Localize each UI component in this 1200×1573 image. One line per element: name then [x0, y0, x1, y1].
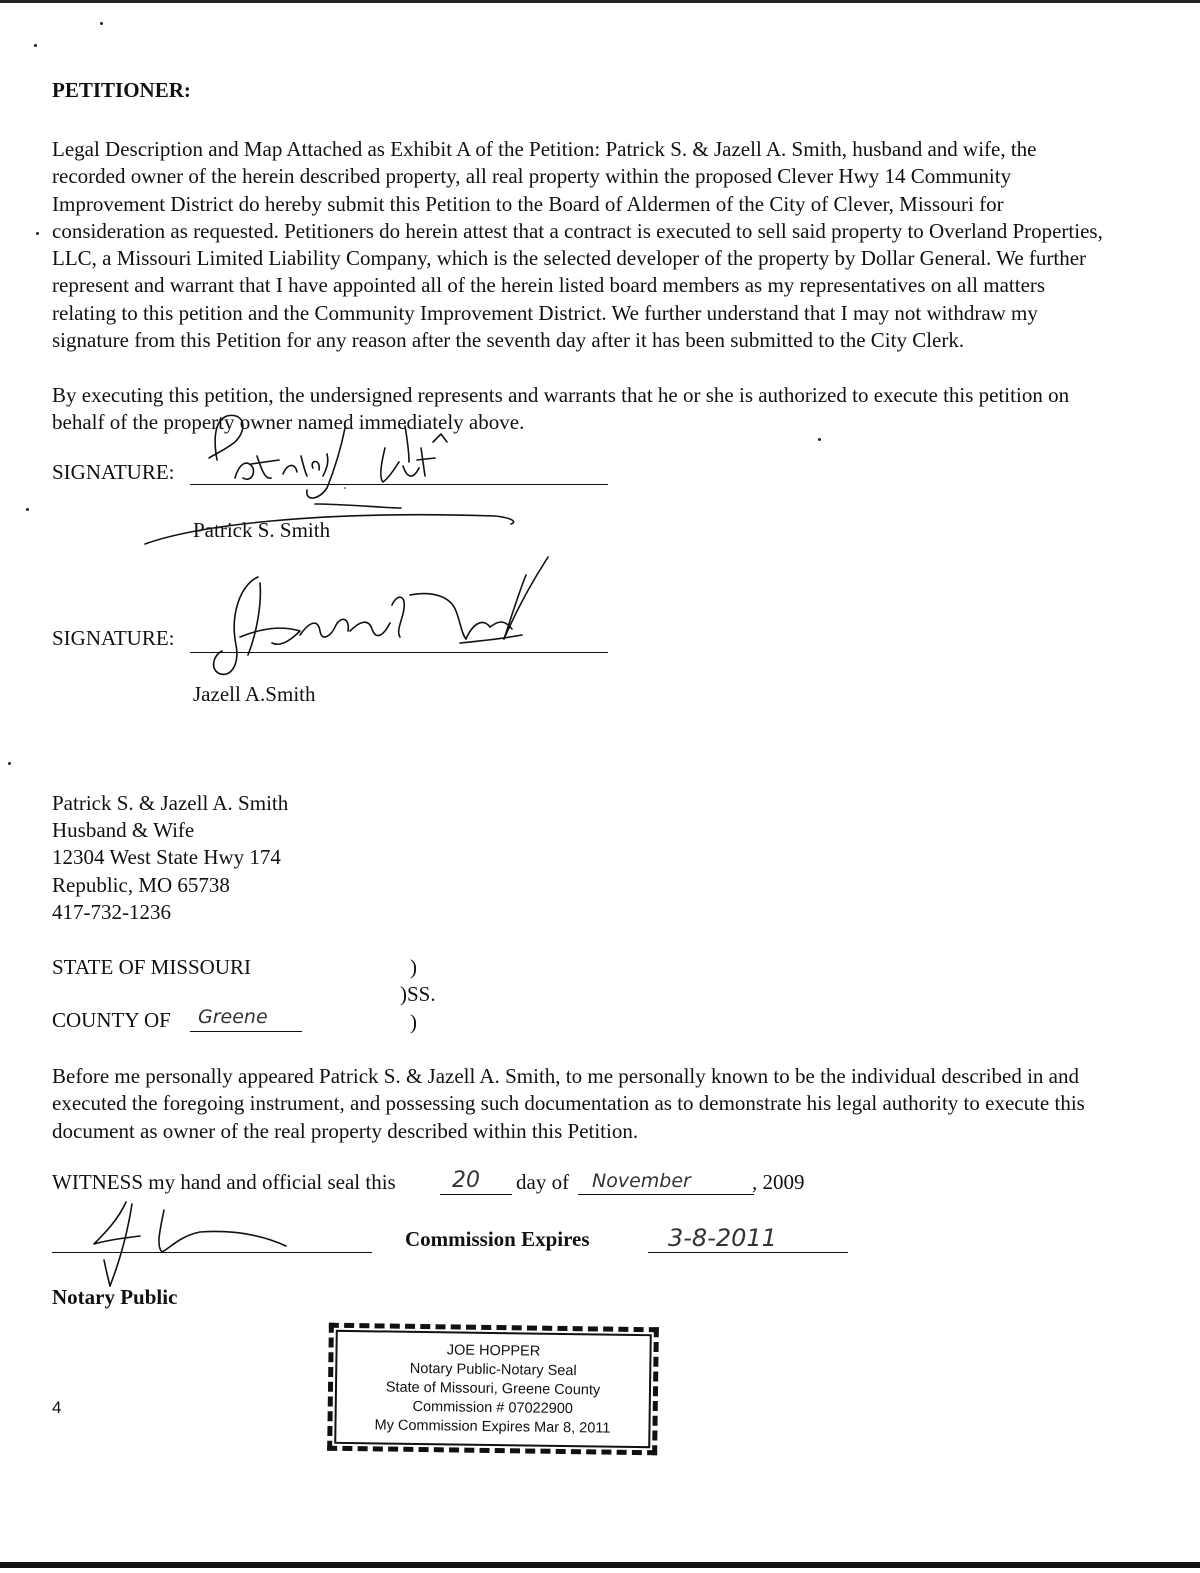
seal-line-name: JOE HOPPER	[446, 1342, 541, 1360]
seal-line-title: Notary Public-Notary Seal	[409, 1360, 577, 1380]
commission-date-line	[648, 1252, 848, 1253]
notary-seal-stamp	[327, 1323, 659, 1456]
venue-ss: )SS.	[400, 982, 436, 1006]
commission-expires-label: Commission Expires	[405, 1227, 590, 1251]
month-field-line	[578, 1194, 754, 1195]
venue-paren-top: )	[410, 955, 417, 979]
witness-year: , 2009	[752, 1170, 805, 1194]
notary-signature-handwritten	[80, 1190, 300, 1290]
day-field-line	[440, 1194, 512, 1195]
top-scan-edge	[0, 0, 1200, 3]
authorization-paragraph: By executing this petition, the undersigned represents and warrants that he or she is authorized to execute this petition on behalf of the property owner named immediately above.	[52, 383, 1070, 435]
owner-phone: 417-732-1236	[52, 899, 171, 924]
printed-name-patrick: Patrick S. Smith	[193, 518, 331, 542]
witness-prefix: WITNESS my hand and official seal this	[52, 1170, 396, 1194]
scan-speck	[26, 508, 29, 511]
owner-names: Patrick S. & Jazell A. Smith	[52, 791, 289, 815]
seal-line-commission-number: Commission # 07022900	[412, 1398, 574, 1418]
owner-address-block	[52, 790, 288, 926]
notary-acknowledgment-paragraph: Before me personally appeared Patrick S. & Jazell A. Smith, to me personally known to be the individual described in and executed the foregoing instrument, and possessing such documentation as to demonstrate his legal authority to execute this document as owner of the real property described within this Petition.	[52, 1064, 1085, 1143]
seal-line-expiry: My Commission Expires Mar 8, 2011	[374, 1417, 611, 1437]
scan-speck	[36, 232, 39, 235]
scan-speck	[8, 762, 11, 765]
month-handwritten: November	[592, 1170, 691, 1192]
seal-line-jurisdiction: State of Missouri, Greene County	[385, 1379, 601, 1399]
notary-public-title: Notary Public	[52, 1285, 178, 1309]
scan-speck	[34, 44, 37, 47]
signature-label-1: SIGNATURE:	[52, 460, 175, 484]
signature-patrick-handwritten	[195, 398, 475, 508]
bottom-scan-edge	[0, 1562, 1200, 1568]
owner-relation: Husband & Wife	[52, 818, 195, 843]
county-field-line	[190, 1031, 302, 1032]
scan-speck	[818, 438, 821, 441]
signature-jazell-handwritten	[200, 555, 560, 685]
witness-day-of: day of	[516, 1170, 570, 1194]
owner-city-state-zip: Republic, MO 65738	[52, 872, 230, 897]
legal-description-paragraph: Legal Description and Map Attached as Exhibit A of the Petition: Patrick S. & Jazell A. Smith, husband and wife, the recorded owner of the herein described property, all real property within the proposed Clever Hwy 14 Community Improvement District do hereby submit this Petition to the Board of Aldermen of the City of Clever, Missouri for consideration as requested. Petitioners do herein attest that a contract is executed to sell said property to Overland Properties, LLC, a Missouri Limited Liability Company, which is the selected developer of the property by Dollar General. We further represent and warrant that I have appointed all of the herein listed board members as my representatives on all matters relating to this petition and the Community Improvement District. We further understand that I may not withdraw my signature from this Petition for any reason after the seventh day after it has been submitted to the City Clerk.	[52, 137, 1103, 353]
venue-state: STATE OF MISSOURI	[52, 955, 252, 979]
petitioner-heading: PETITIONER:	[52, 78, 191, 102]
printed-name-jazell: Jazell A.Smith	[193, 682, 316, 706]
venue-paren-bottom: )	[410, 1010, 417, 1034]
page-number: 4	[52, 1398, 62, 1417]
owner-street: 12304 West State Hwy 174	[52, 845, 281, 870]
scan-speck	[100, 22, 103, 25]
signature-label-2: SIGNATURE:	[52, 626, 175, 650]
venue-county-label: COUNTY OF	[52, 1008, 171, 1032]
county-handwritten: Greene	[198, 1006, 268, 1028]
day-handwritten: 20	[452, 1168, 480, 1193]
commission-date-handwritten: 3-8-2011	[668, 1224, 777, 1252]
